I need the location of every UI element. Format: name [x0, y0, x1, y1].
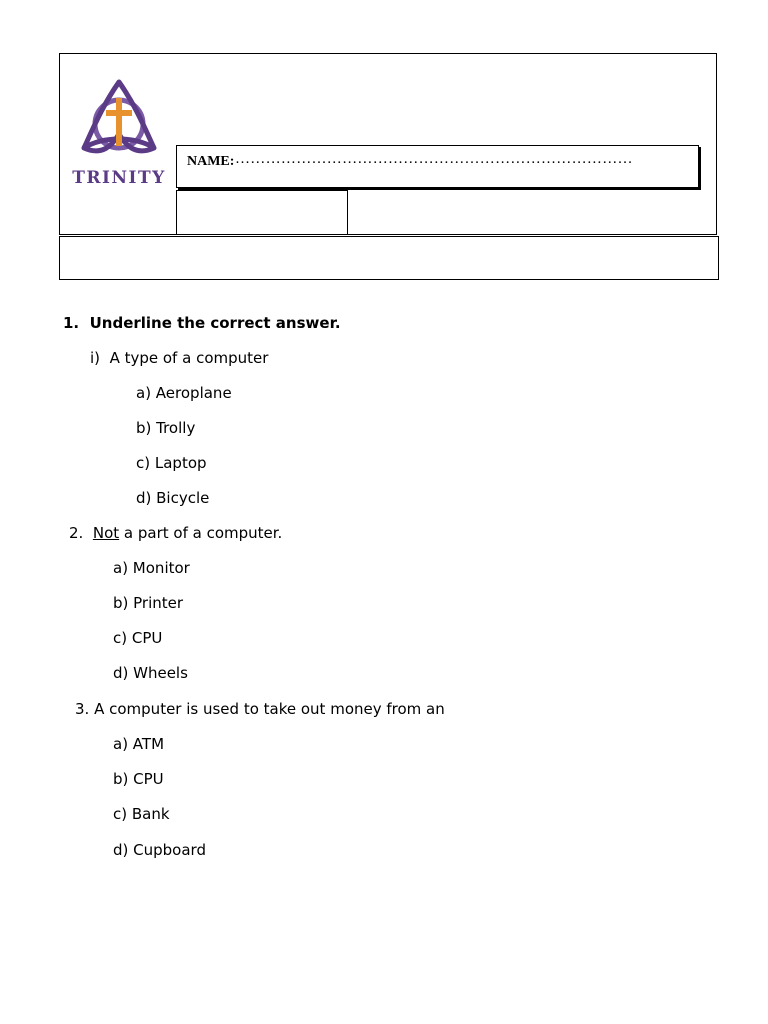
option-a[interactable]: a) ATM: [113, 735, 165, 753]
option-c[interactable]: c) Bank: [113, 805, 170, 823]
question-1-subquestion: [90, 348, 268, 368]
option-b[interactable]: b) Printer: [113, 594, 184, 612]
question-title: Underline the correct answer.: [89, 314, 341, 332]
name-field-box[interactable]: [176, 145, 699, 188]
option-a[interactable]: a) Aeroplane: [136, 384, 232, 402]
question-number: 3.: [75, 700, 90, 718]
class-field-box[interactable]: [176, 190, 348, 235]
option-d[interactable]: d) Wheels: [113, 664, 188, 682]
option-b[interactable]: b) Trolly: [136, 419, 196, 437]
question-text: a part of a computer.: [123, 524, 283, 542]
logo-wordmark: TRINITY: [72, 168, 166, 188]
option-d[interactable]: d) Cupboard: [113, 841, 206, 859]
name-dotted-line: ……………………………………………………………………: [235, 151, 633, 167]
question-2: [69, 523, 282, 543]
option-b[interactable]: b) CPU: [113, 770, 164, 788]
option-c[interactable]: c) Laptop: [136, 454, 207, 472]
subheader-box: [59, 236, 719, 280]
option-d[interactable]: d) Bicycle: [136, 489, 210, 507]
sub-number: i): [90, 349, 101, 367]
option-c[interactable]: c) CPU: [113, 629, 163, 647]
question-1: [63, 313, 341, 333]
sub-text: A type of a computer: [109, 349, 269, 367]
option-a[interactable]: a) Monitor: [113, 559, 190, 577]
question-text: A computer is used to take out money from an: [94, 700, 445, 718]
name-label: NAME:: [187, 154, 235, 169]
underlined-word: Not: [92, 524, 120, 542]
question-number: 1.: [63, 314, 80, 332]
question-number: 2.: [69, 524, 84, 542]
question-3: [75, 699, 445, 719]
